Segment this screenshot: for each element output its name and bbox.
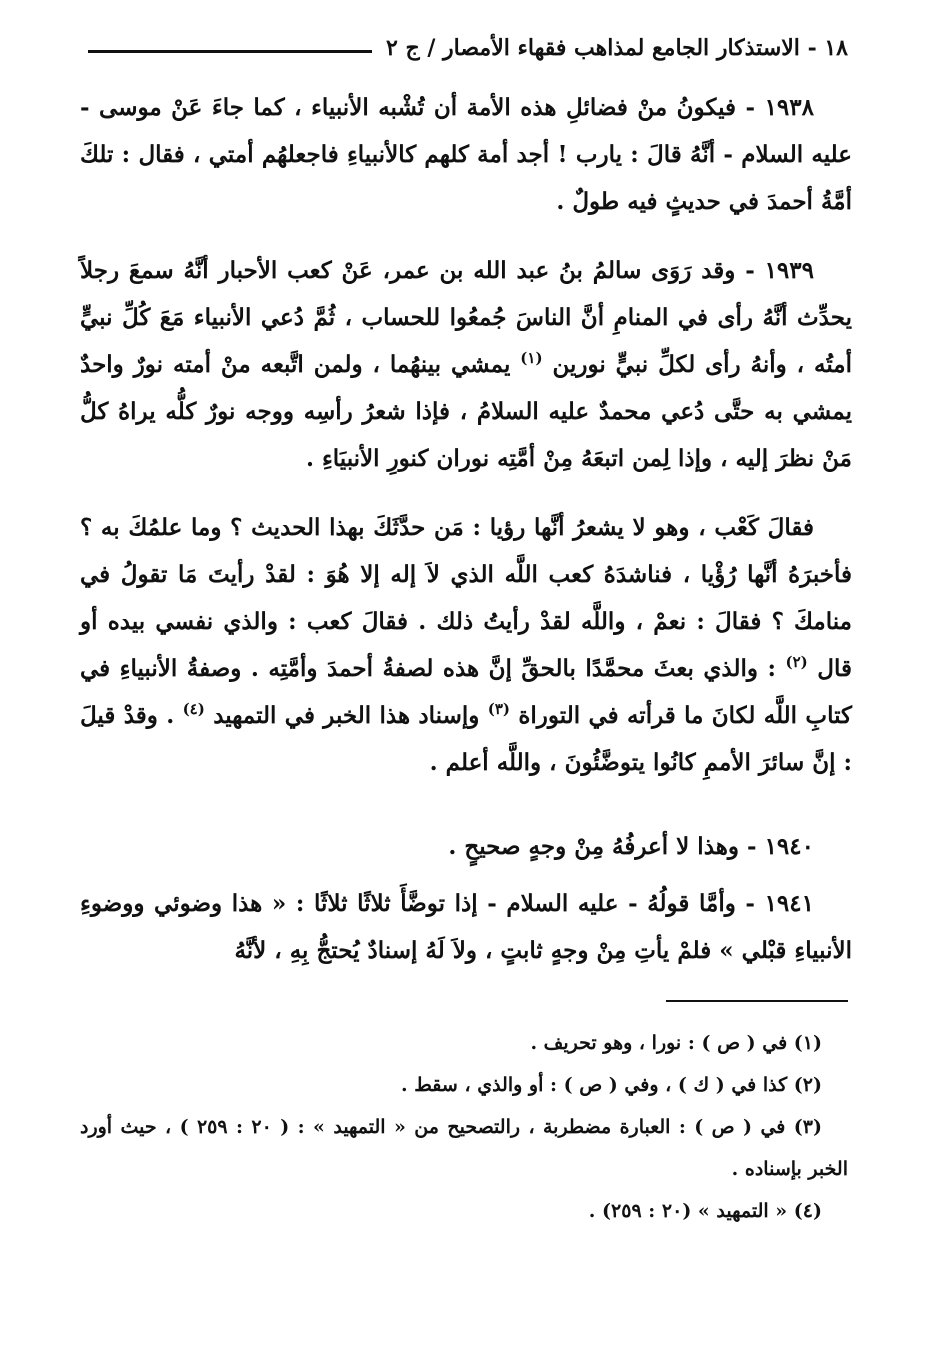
- footnote-ref-1: (١): [520, 349, 543, 367]
- paragraph-text: ١٩٤١ - وأمَّا قولُهُ - عليه السلام - إذا توضَّأَ ثلاثًا ثلاثًا : « هذا وضوئي ووضوءِ الأنبياءِ قبْلي » فلمْ يأتِ مِنْ وجهٍ ثابتٍ ، ولاَ لَهُ إسنادٌ يُحتجُّ بِهِ ، لأنَّهُ: [80, 890, 852, 964]
- paragraph-1939: [80, 247, 852, 492]
- page-header: [88, 28, 848, 68]
- footnote-separator: [666, 1000, 848, 1002]
- footnote-4: (٤) « التمهيد » (٢٠ : ٢٥٩) .: [588, 1200, 822, 1222]
- footnote-ref-2: (٢): [785, 653, 808, 671]
- footnote-2: (٢) كذا في ( ك ) ، وفي ( ص ) : أو والذي ، سقط .: [401, 1074, 822, 1096]
- footnotes: [80, 1022, 848, 1232]
- paragraph-1938: [80, 84, 852, 235]
- paragraph-kaab: [80, 504, 852, 796]
- text-part: : والذي بعثَ محمَّدًا بالحقِّ إنَّ هذه لصفةُ أحمدَ وأمَّتِه . وصفةُ الأنبياءِ في كتابِ اللَّه لكانَ ما قرأته في التوراة: [80, 655, 852, 729]
- footnote-3: (٣) في ( ص ) : العبارة مضطربة ، رالتصحيح من « التمهيد » : ( ٢٠ : ٢٥٩ ) ، حيث أورد الخبر بإسناده .: [80, 1116, 848, 1180]
- footnote-ref-3: (٣): [487, 700, 511, 718]
- header-rule: [88, 50, 372, 53]
- text-part: . وقدْ قيلَ : إنَّ سائرَ الأممِ كانُوا يتوضَّئُونَ ، واللَّه أعلم .: [80, 702, 852, 776]
- text-part: فقالَ كَعْب ، وهو لا يشعرُ أنَّها رؤيا : مَن حدَّثَكَ بهذا الحديث ؟ وما علمُكَ به ؟ فأخبرَهُ أنَّها رُؤْيا ، فناشدَهُ كعب اللَّه الذي لاَ إله إلا هُوَ : لقدْ رأيتَ مَا تقولُ في منامكَ ؟ فقالَ : نعمْ ، واللَّه لقدْ رأيتُ ذلك . فقالَ كعب : والذي نفسي بيده أو قال: [80, 514, 853, 682]
- text-part: يمشي بينهُما ، ولمن اتَّبعه منْ أمته نورٌ واحدٌ يمشي به حتَّى دُعي محمدٌ عليه السلامُ ، فإذا شعرُ رأسِه ووجه نورٌ كلُّه يراهُ كلُّ مَنْ نظرَ إليه ، وإذا لِمن اتبعَهُ مِنْ أمَّتِه نوران كنورِ الأنبيَاءِ .: [80, 351, 852, 472]
- paragraph-text: ١٩٤٠ - وهذا لا أعرفُهُ مِنْ وجهٍ صحيحٍ .: [448, 833, 814, 860]
- paragraph-1941: [80, 880, 852, 984]
- running-title: ١٨ - الاستذكار الجامع لمذاهب فقهاء الأمصار / ج ٢: [385, 35, 848, 61]
- paragraph-text: [80, 504, 852, 786]
- text-part: وإسناد هذا الخبر في التمهيد: [213, 702, 480, 729]
- paragraph-text: [80, 247, 852, 482]
- footnote-ref-4: (٤): [182, 700, 205, 718]
- paragraph-text: ١٩٣٨ - فيكونُ منْ فضائلِ هذه الأمة أن تُشْبه الأنبياء ، كما جاءَ عَنْ موسى - عليه السلام - أنَّهُ قالَ : يارب ! أجد أمة كلهم كالأنبياءِ فاجعلهُم أمتي ، فقال : تلكَ أمَّةُ أحمدَ في حديثٍ فيه طولٌ .: [80, 94, 852, 215]
- text-part: ١٩٣٩ - وقد رَوَى سالمُ بنُ عبد الله بن عمر، عَنْ كعب الأحبار أنَّهُ سمعَ رجلاً يحدِّث أنَّهُ رأى في المنامِ أنَّ الناسَ جُمعُوا للحساب ، ثُمَّ دُعي الأنبياء مَعَ كُلِّ نبيٍّ أمتُه ، وأنهُ رأى لكلِّ نبيٍّ نورين: [80, 257, 853, 378]
- footnote-1: (١) في ( ص ) : نورا ، وهو تحريف .: [530, 1032, 822, 1054]
- paragraph-1940: [80, 823, 852, 880]
